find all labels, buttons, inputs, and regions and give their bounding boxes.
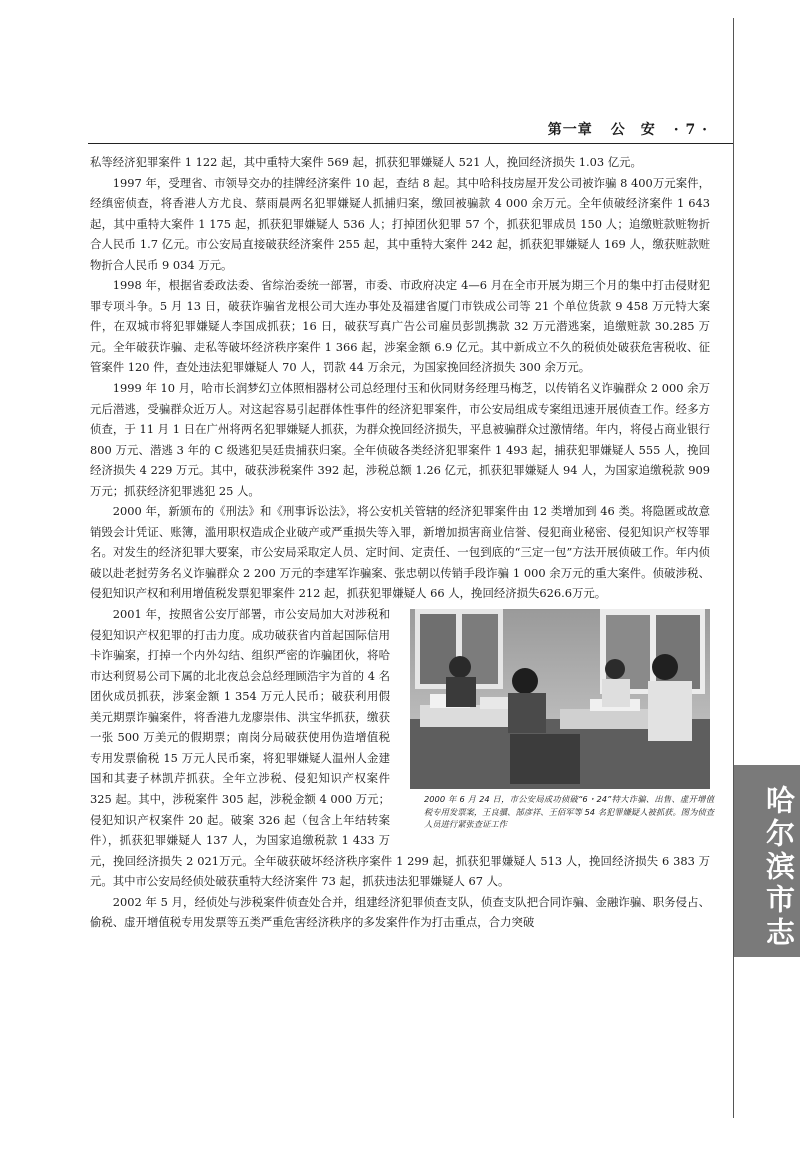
photo-icon [410,609,710,789]
side-tab-label: 哈尔滨市志 [762,784,796,950]
paragraph: 2002 年 5 月，经侦处与涉税案件侦查处合并，组建经济犯罪侦查支队，侦查支队把合同诈骗、金融诈骗、职务侵占、偷税、虚开增值税专用发票等五类严重危害经济秩序的多发案件作为打击重点，合力突破 [90,894,710,930]
paragraph: 2000 年，新颁布的《刑法》和《刑事诉讼法》，将公安机关管辖的经济犯罪案件由 12 类增加到 46 类。将隐匿或故意销毁会计凭证、账簿，滥用职权造成企业破产或严重损失等入罪，新增加损害商业信誉、侵犯商业秘密、侵犯知识产权等罪名。对发生的经济犯罪大要案，市公安局采取定人员、定时间、定责任、一包到底的“三定一包”方法开展侦破工作。年内侦破以赴老挝劳务名义诈骗群众 2 200 万元的李建军诈骗案、张忠朝以传销手段诈骗 1 000 余万元的重大案件。侦破涉税、侵犯知识产权和利用增值税发票犯罪案件 212 起，抓获犯罪嫌疑人 66 人，挽回经济损失626.6万元。 [90,504,710,601]
header-rule [88,143,733,144]
paragraph: 私等经济犯罪案件 1 122 起，其中重特大案件 569 起，抓获犯罪嫌疑人 521 人，挽回经济损失 1.03 亿元。 [90,155,642,169]
running-header [548,119,708,139]
photo-figure [402,609,714,839]
paragraph: 1997 年，受理省、市领导交办的挂牌经济案件 10 起，查结 8 起。其中哈科技房屋开发公司被诈骗 8 400万元案件，经缜密侦查，将香港人方尤良、蔡雨晨两名犯罪嫌疑人抓捕归案，缴回被骗款 4 000 余万元。全年侦破经济案件 1 643 起，其中重特大案件 1 175 起，抓获犯罪嫌疑人 536 人；打掉团伙犯罪 57 个，抓获犯罪成员 150 人；追缴赃款赃物折合人民币 1.7 亿元。市公安局直接破获经济案件 255 起，其中重特大案件 242 起，抓获犯罪嫌疑人 169 人，缴获赃款赃物折合人民币 9 034 万元。 [90,175,710,272]
chapter-label: 第一章 [547,122,593,138]
paragraph: 1999 年 10 月，哈市长润梦幻立体照相器材公司总经理付玉和伙同财务经理马梅芝，以传销名义诈骗群众 2 000 余万元后潜逃，受骗群众近万人。对这起容易引起群体性事件的经济犯罪案件，市公安局组成专案组迅速开展侦查工作。经多方侦查，于 11 月 1 日在广州将两名犯罪嫌疑人抓获，为群众挽回经济损失，平息被骗群众过激情绪。年内，将侵占商业银行 800 万元、潜逃 3 年的 C 级逃犯吴廷贵捕获归案。全年侦破各类经济犯罪案件 1 493 起，捕获犯罪嫌疑人 555 人，挽回经济损失 4 229 万元。其中，破获涉税案件 392 起，涉税总额 1.26 亿元，抓获犯罪嫌疑人 94 人，为国家追缴税款 909 万元；抓获经济犯罪逃犯 25 人。 [90,381,710,498]
body-text [90,152,714,933]
office-photo-illustration [410,609,710,789]
chapter-title: 公 安 [610,122,656,138]
paragraph: 2001 年，按照省公安厅部署，市公安局加大对涉税和侵犯知识产权犯罪的打击力度。成功破获省内首起国际信用卡诈骗案，打掉一个内外勾结、组织严密的诈骗团伙，将哈市达利贸易公司下属的北北夜总会总经理顾浩宇为首的 4 名团伙成员抓获，涉案金额 1 354 万元人民币；破获利用假美元期票诈骗案件，将香港九龙廖崇伟、洪宝华抓获，缴获一张 500 万美元的假期票；南岗分局破获使用伪造增值税专用发票偷税 15 万元人民币案，将犯罪嫌疑人温州人金建国和其妻子林凯芹抓获。全年立涉税、侵犯知识产权案件 325 起。其中，涉税案件 305 起，涉税金额 4 000 万元；侵犯知识产权案件 20 起。破案 326 起（包含上年结转案件），抓获犯罪嫌疑人 137 人，为国家追缴税款 1 433 万元，挽回经济损失 2 021万元。全年破获破坏经济秩序案件 1 299 起，抓获犯罪嫌疑人 513 人，挽回经济损失 6 383 万元。其中市公安局经侦处破获重特大经济案件 73 起，抓获违法犯罪嫌疑人 67 人。 [90,607,710,889]
paragraph: 1998 年，根据省委政法委、省综治委统一部署，市委、市政府决定 4—6 月在全市开展为期三个月的集中打击侵财犯罪专项斗争。5 月 13 日，破获诈骗省龙根公司大连办事处及福建省厦门市铁成公司等 21 个单位货款 9 458 万元特大案件，在双城市将犯罪嫌疑人李国成抓获；16 日，破获写真广告公司雇员彭凯携款 32 万元潜逃案，追缴赃款 30.285 万元。全年破获诈骗、走私等破坏经济秩序案件 1 366 起，涉案金额 6.9 亿元。其中新成立不久的税侦处破获危害税收、征管案件 120 件，查处违法犯罪嫌疑人 70 人，罚款 44 万余元，为国家挽回经济损失 300 余万元。 [90,278,710,375]
photo-caption: 2000 年 6 月 24 日，市公安局成功侦破“6・24”特大诈骗、出售、虚开增值税专用发票案，王良骥、郜彦祥、王佰军等 54 名犯罪嫌疑人被抓获。图为侦查人员进行紧张查证工作 [424,794,714,830]
page-number: · 7 · [673,122,708,138]
side-tab [734,765,800,957]
